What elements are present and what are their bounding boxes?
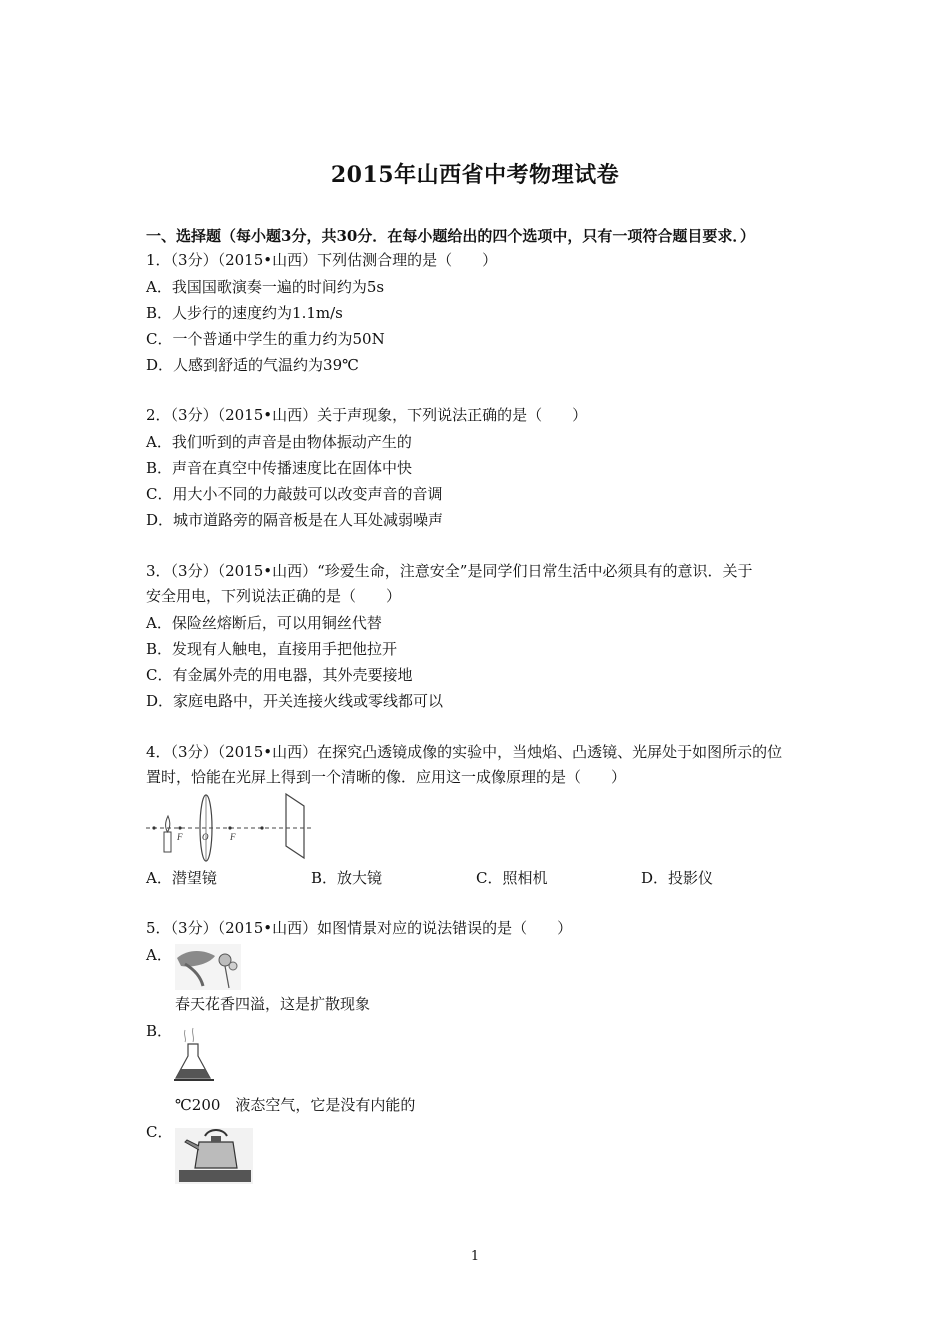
kettle-icon <box>195 1142 237 1168</box>
question-2-option-c: C．用大小不同的力敲鼓可以改变声音的音调 <box>146 485 443 503</box>
question-2-option-a: A．我们听到的声音是由物体振动产生的 <box>146 433 412 451</box>
focal-point-right-dot <box>228 826 231 829</box>
flame-icon <box>166 816 170 832</box>
stove-icon <box>179 1170 251 1182</box>
question-3-option-c: C．有金属外壳的用电器，其外壳要接地 <box>146 666 413 684</box>
question-1-option-c: C．一个普通中学生的重力约为50N <box>146 330 385 348</box>
liquid-air-flask-image <box>173 1026 215 1084</box>
question-4-stem-line-1: 4．（3分）（2015•山西）在探究凸透镜成像的实验中，当烛焰、凸透镜、光屏处于如图所示的位 <box>146 743 783 761</box>
question-3-option-d: D．家庭电路中，开关连接火线或零线都可以 <box>146 692 444 710</box>
axis-point <box>152 826 155 829</box>
question-4-option-d: D．投影仪 <box>641 869 714 887</box>
question-1-option-a: A．我国国歌演奏一遍的时间约为5s <box>146 278 385 296</box>
question-3-stem-line-1: 3．（3分）（2015•山西）“珍爱生命，注意安全”是同学们日常生活中必须具有的意识．关于 <box>146 562 753 580</box>
vapor-icon <box>192 1028 193 1042</box>
candle-icon <box>164 832 171 852</box>
question-1-stem: 1．（3分）（2015•山西）下列估测合理的是（ ） <box>146 251 498 269</box>
question-4-stem-line-2: 置时，恰能在光屏上得到一个清晰的像．应用这一成像原理的是（ ） <box>146 768 627 786</box>
question-1-option-b: B．人步行的速度约为1.1m/s <box>146 304 343 322</box>
question-5-stem: 5．（3分）（2015•山西）如图情景对应的说法错误的是（ ） <box>146 919 573 937</box>
question-4-option-a: A．潜望镜 <box>146 869 217 887</box>
focal-label-right: F <box>230 832 236 842</box>
flower-fragrance-image <box>175 944 241 990</box>
question-1-option-d: D．人感到舒适的气温约为39℃ <box>146 356 359 374</box>
exam-title: 2015年山西省中考物理试卷 <box>330 162 620 188</box>
question-5-option-b-caption: ℃200 液态空气，它是没有内能的 <box>175 1096 416 1114</box>
kettle-on-stove-image <box>175 1128 253 1184</box>
liquid-air <box>176 1069 210 1078</box>
page-number: 1 <box>470 1249 480 1264</box>
focal-label-left: F <box>177 832 183 842</box>
question-2-option-d: D．城市道路旁的隔音板是在人耳处减弱噪声 <box>146 511 444 529</box>
kettle-lid-knob <box>211 1136 221 1142</box>
question-5-option-c-label: C． <box>146 1123 173 1141</box>
focal-point-left-dot <box>178 826 181 829</box>
question-4-option-b: B．放大镜 <box>311 869 383 887</box>
question-2-stem: 2．（3分）（2015•山西）关于声现象，下列说法正确的是（ ） <box>146 406 588 424</box>
question-3-stem-line-2: 安全用电，下列说法正确的是（ ） <box>146 587 402 605</box>
flower-icon <box>229 962 237 970</box>
question-5-option-a-label: A． <box>146 946 172 964</box>
convex-lens-diagram <box>144 792 320 862</box>
question-3-option-b: B．发现有人触电，直接用手把他拉开 <box>146 640 398 658</box>
axis-point <box>260 826 263 829</box>
question-2-option-b: B．声音在真空中传播速度比在固体中快 <box>146 459 413 477</box>
section-heading: 一、选择题（每小题3分，共30分．在每小题给出的四个选项中，只有一项符合题目要求．） <box>146 227 755 245</box>
vapor-icon <box>184 1030 185 1042</box>
light-screen <box>286 794 304 858</box>
question-3-option-a: A．保险丝熔断后，可以用铜丝代替 <box>146 614 382 632</box>
question-4-option-c: C．照相机 <box>476 869 548 887</box>
question-5-option-b-label: B． <box>146 1022 173 1040</box>
question-5-option-a-caption: 春天花香四溢，这是扩散现象 <box>175 995 371 1013</box>
optical-center-label: O <box>202 832 209 842</box>
